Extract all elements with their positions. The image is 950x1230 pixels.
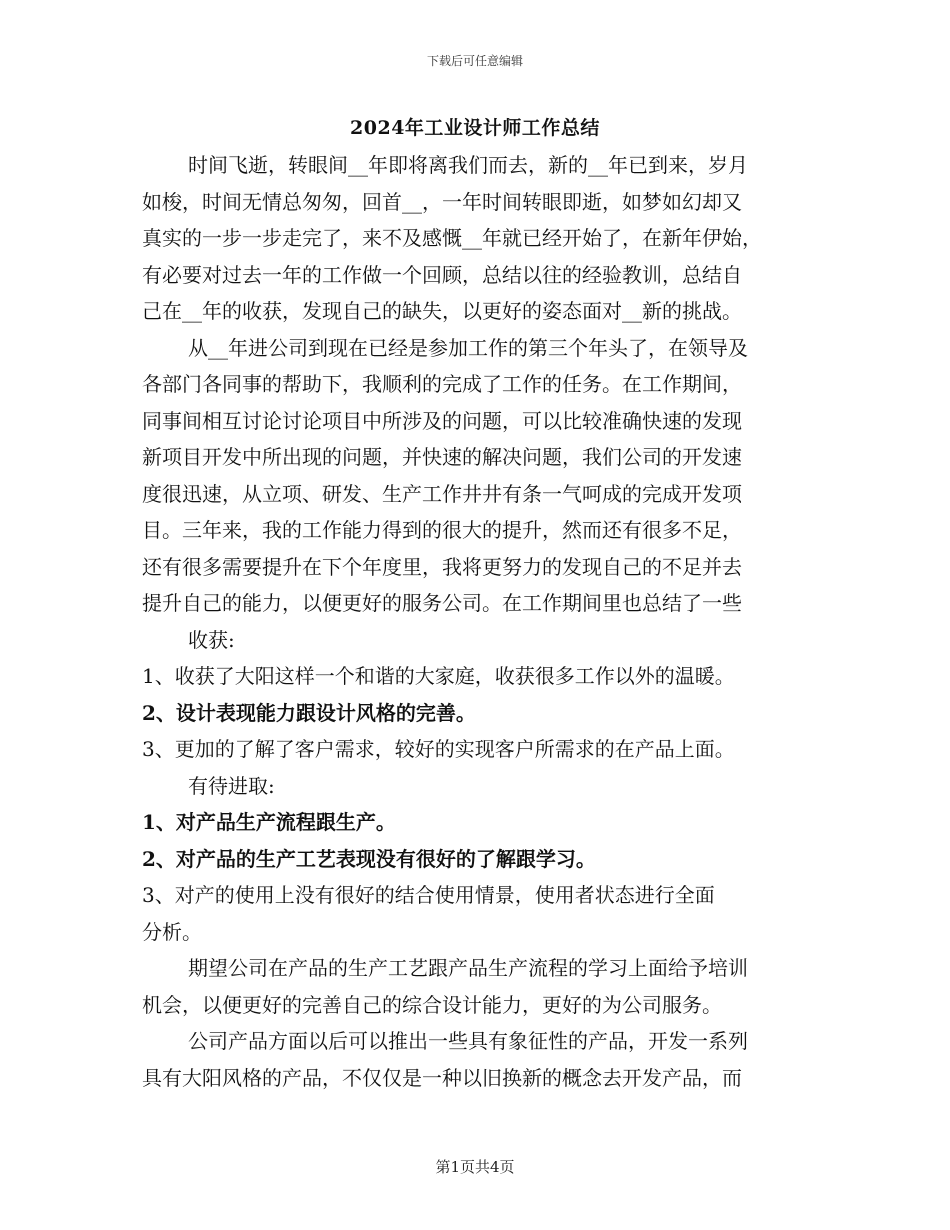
list-item: 1、对产品生产流程跟生产。: [142, 810, 396, 834]
paragraph-line: 己在__年的收获，发现自己的缺失，以更好的姿态面对__新的挑战。: [142, 299, 742, 323]
paragraph-line: 各部门各同事的帮助下，我顺利的完成了工作的任务。在工作期间，: [142, 372, 742, 396]
paragraph-line: 真实的一步一步走完了，来不及感慨__年就已经开始了，在新年伊始，: [142, 226, 762, 250]
list-item: 2、对产品的生产工艺表现没有很好的了解跟学习。: [142, 846, 596, 871]
list-item: 3、对产的使用上没有很好的结合使用情景，使用者状态进行全面: [142, 883, 715, 907]
paragraph-line: 还有很多需要提升在下个年度里，我将更努力的发现自己的不足并去: [142, 554, 742, 579]
paragraph-line: 具有大阳风格的产品，不仅仅是一种以旧换新的概念去开发产品，而: [142, 1065, 742, 1090]
paragraph-line: 公司产品方面以后可以推出一些具有象征性的产品，开发一系列: [188, 1029, 748, 1053]
document-body: [142, 147, 802, 1096]
paragraph-line: 机会，以便更好的完善自己的综合设计能力，更好的为公司服务。: [142, 992, 722, 1017]
section-heading: 收获:: [188, 627, 235, 652]
section-heading: 有待进取:: [188, 773, 275, 798]
header-note: 下载后可任意编辑: [426, 54, 523, 68]
paragraph-line: 分析。: [142, 919, 202, 944]
paragraph-line: 期望公司在产品的生产工艺跟产品生产流程的学习上面给予培训: [188, 956, 748, 980]
paragraph-line: 从__年进公司到现在已经是参加工作的第三个年头了，在领导及: [188, 335, 748, 360]
paragraph-line: 度很迅速，从立项、研发、生产工作井井有条一气呵成的完成开发项: [142, 481, 742, 506]
paragraph-line: 提升自己的能力，以便更好的服务公司。在工作期间里也总结了一些: [142, 591, 742, 615]
paragraph-line: 如梭，时间无情总匆匆，回首__，一年时间转眼即逝，如梦如幻却又: [142, 189, 742, 214]
list-item: 1、收获了大阳这样一个和谐的大家庭，收获很多工作以外的温暖。: [142, 664, 735, 688]
paragraph-line: 有必要对过去一年的工作做一个回顾，总结以往的经验教训，总结自: [142, 262, 742, 287]
paragraph-line: 同事间相互讨论讨论项目中所涉及的问题，可以比较准确快速的发现: [142, 408, 742, 433]
paragraph-line: 目。三年来，我的工作能力得到的很大的提升，然而还有很多不足，: [142, 518, 742, 542]
document-title: 2024年工业设计师工作总结: [350, 117, 600, 139]
paragraph-line: 新项目开发中所出现的问题，并快速的解决问题，我们公司的开发速: [142, 445, 742, 469]
list-item: 3、更加的了解了客户需求，较好的实现客户所需求的在产品上面。: [142, 737, 735, 761]
page-indicator: 第1页共4页: [435, 1158, 515, 1176]
list-item: 2、设计表现能力跟设计风格的完善。: [142, 700, 476, 725]
paragraph-line: 时间飞逝，转眼间__年即将离我们而去，新的__年已到来，岁月: [188, 153, 748, 177]
